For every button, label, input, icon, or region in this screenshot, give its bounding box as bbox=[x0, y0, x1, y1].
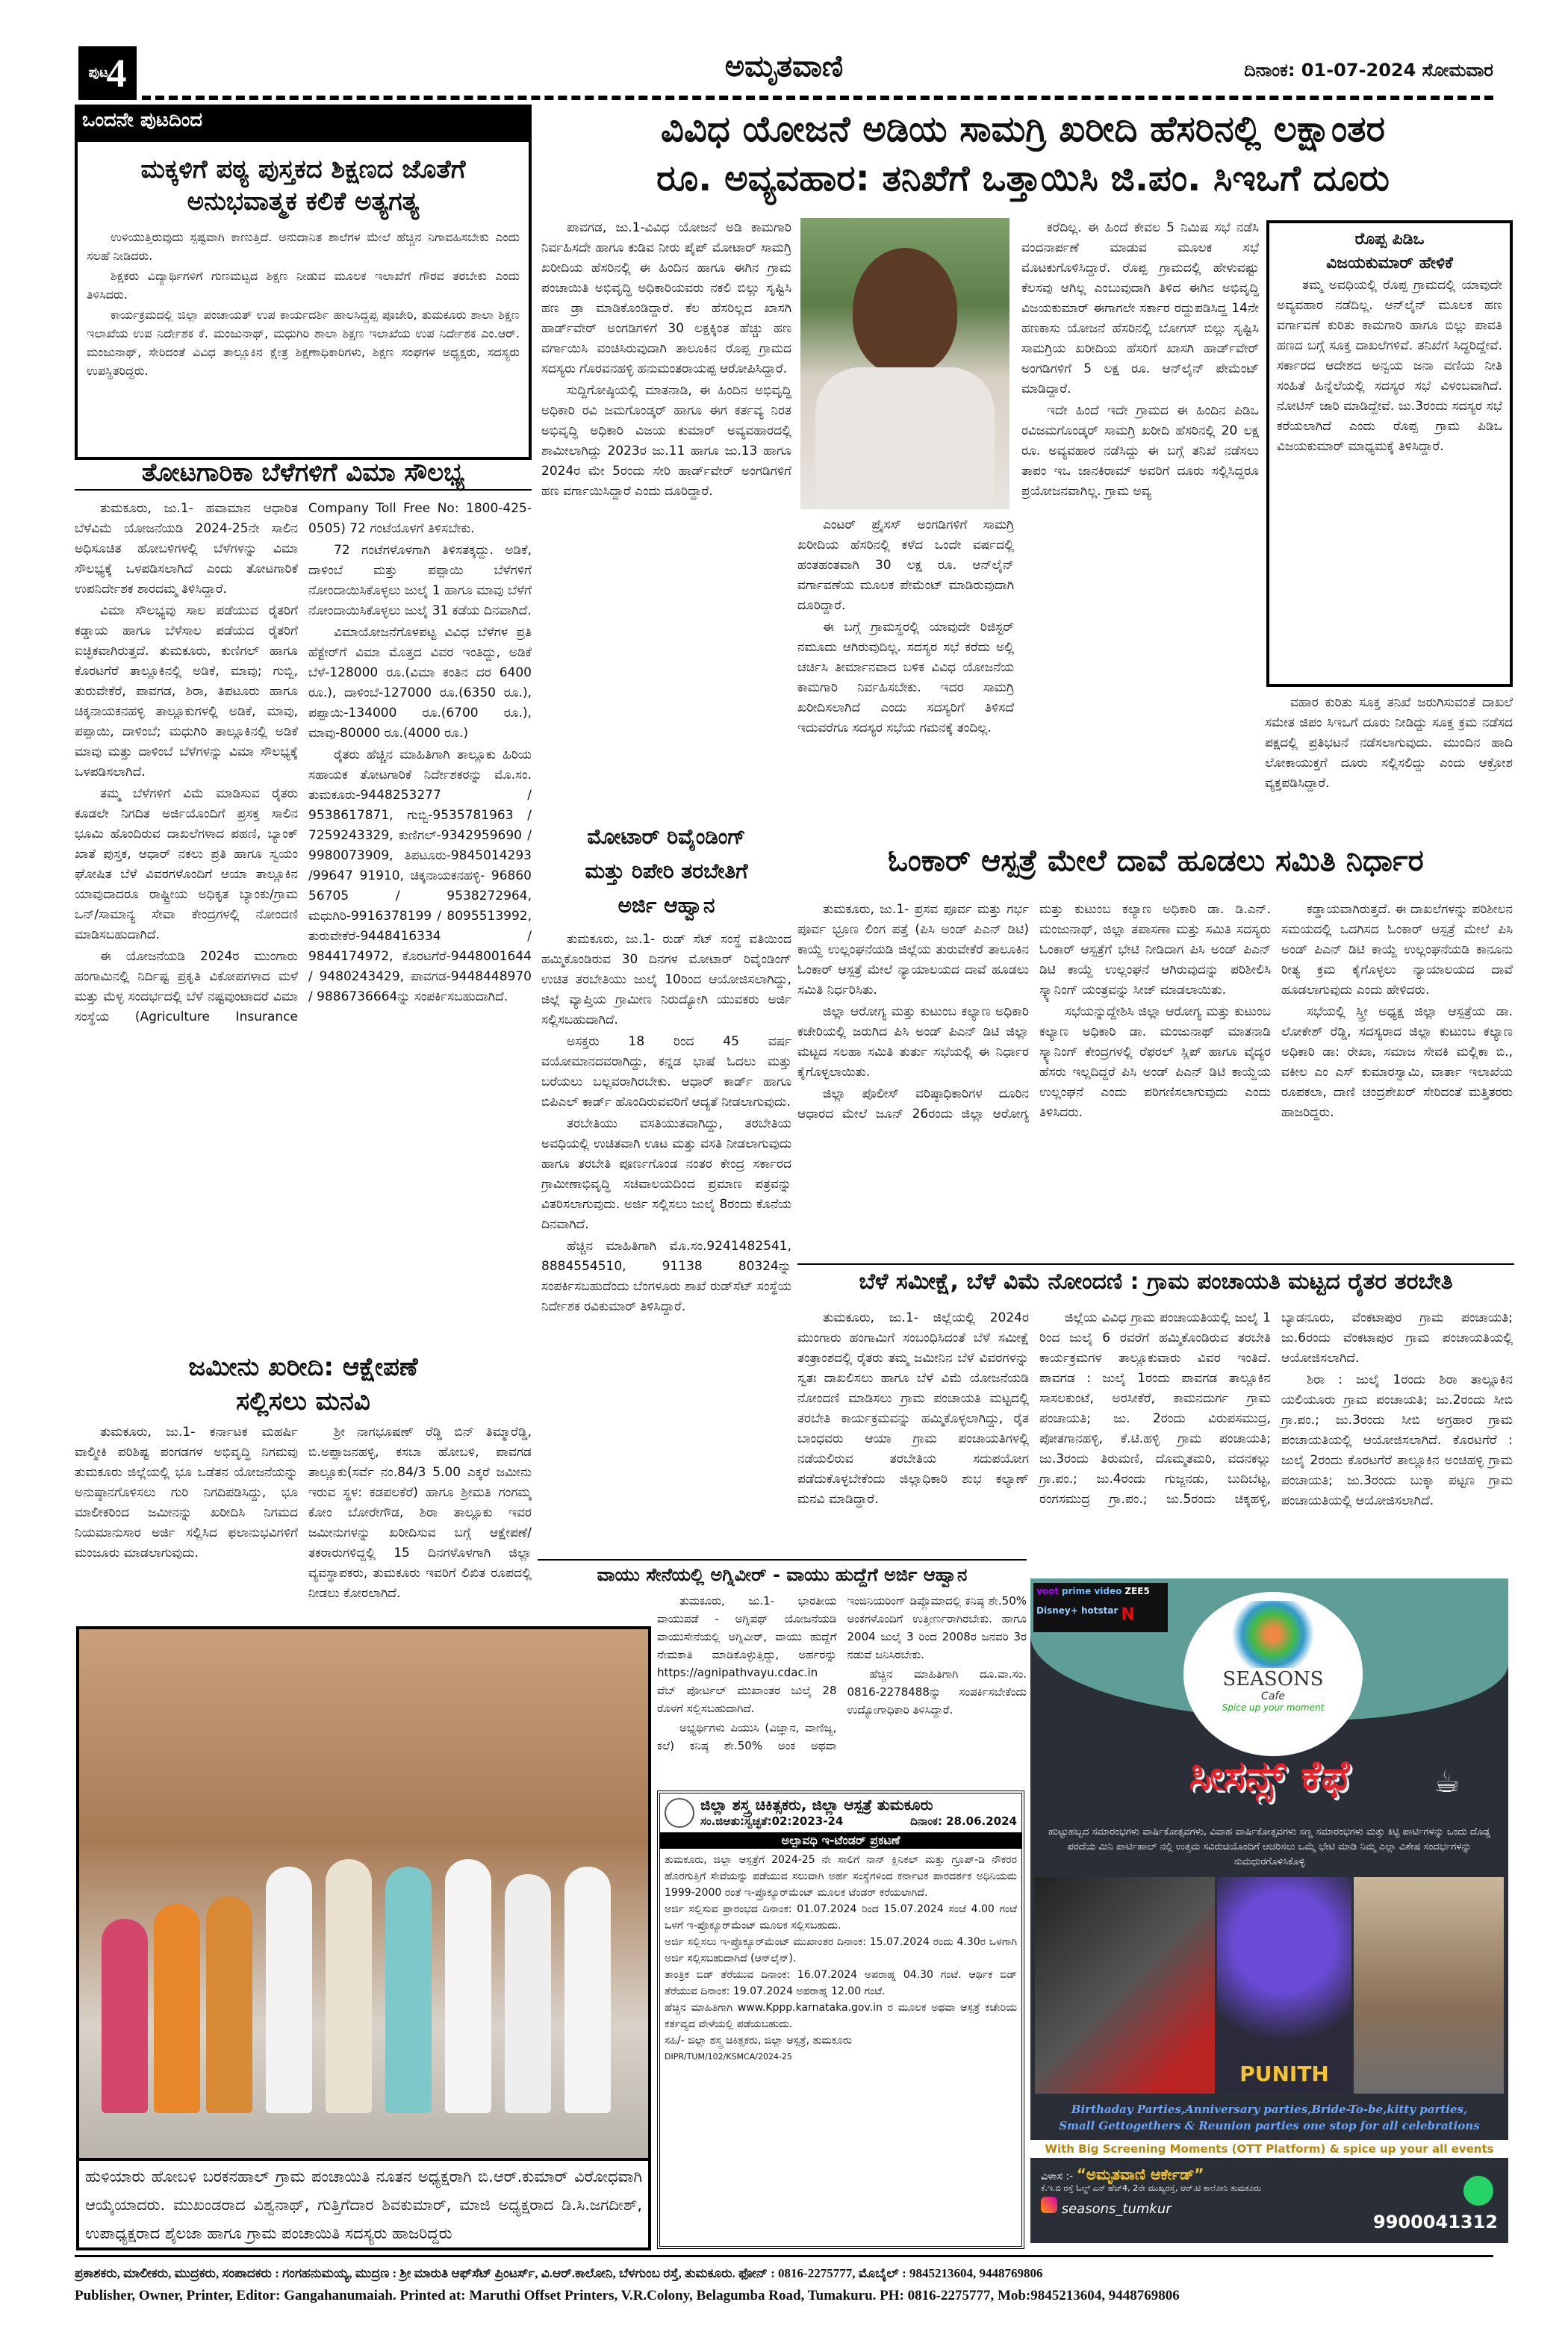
paragraph: ತಾಂತ್ರಿಕ ಬಿಡ್ ತೆರೆಯುವ ದಿನಾಂಕ: 16.07.2024 ಅಪರಾಹ್ನ 04.30 ಗಂಟೆ. ಆರ್ಥಿಕ ಬಿಡ್ ತೆರೆಯುವ ದಿನಾಂಕ: 19.07.2024 ಅಪರಾಹ್ನ 12.00 ಗಂಟೆ. bbox=[665, 1969, 1017, 1997]
person-figure bbox=[445, 1859, 491, 2113]
tender-ref: ಸಂ.ಜಿಆತು:ಸ್ವಚ್ಛತೆ:02:2023-24 bbox=[700, 1814, 844, 1828]
prime-video-logo: prime video bbox=[1062, 1586, 1122, 1596]
voot-logo: voot bbox=[1036, 1586, 1060, 1596]
paragraph: ಅಭ್ಯರ್ಥಿಗಳು ಪಿಯುಸಿ (ವಿಜ್ಞಾನ, ವಾಣಿಜ್ಯ, ಕಲೆ) ಕನಿಷ್ಠ ಶೇ.50% ಅಂಕ ಅಥವಾ ಇಂಜಿನಿಯರಿಂಗ್ ಡಿಪ್ಲೊಮಾದಲ್ಲಿ ಕನಿಷ್ಠ ಶೇ.50% ಅಂಕಗಳೊಂದಿಗೆ ಉತ್ತೀರ್ಣರಾಗಿರಬೇಕು. ಹಾಗೂ 2004 ಜುಲೈ 3 ರಿಂದ 2008ರ ಜನವರಿ 3ರ ನಡುವೆ ಜನಿಸಿರಬೇಕು. bbox=[657, 1594, 1027, 1752]
paragraph: ಅರ್ಜಿ ಸಲ್ಲಿಸುವ ಪ್ರಾರಂಭದ ದಿನಾಂಕ: 01.07.2024 ರಿಂದ 15.07.2024 ಸಂಜೆ 4.00 ಗಂಟೆ ಒಳಗೆ ಇ-ಪ್ರೊಕ್ಯೂರ್‌ಮೆಂಟ್ ಮೂಲಕ ಸಲ್ಲಿಸಬಹುದು. bbox=[665, 1903, 1017, 1932]
whatsapp-icon bbox=[1463, 2176, 1493, 2206]
paragraph: ಕಡ್ಡಾಯವಾಗಿರುತ್ತದೆ. ಈ ದಾಖಲೆಗಳನ್ನು ಪರಿಶೀಲನ ಸಮಯದಲ್ಲಿ ಒದಗಿಸದ ಓಂಕಾರ್ ಆಸ್ಪತ್ರೆ ಮೇಲೆ ಪಿಸಿ ಅಂಡ್ ಪಿಎನ್ ಡಿಟಿ ಕಾಯ್ದೆ ಉಲ್ಲಂಘನೆಯಡಿ ಕಾನೂನು ರೀತ್ಯ ಕ್ರಮ ಕೈಗೊಳ್ಳಲು ನ್ಯಾಯಾಲಯದ ದಾವೆ ಹೂಡಲಾಗುವುದು ಎಂದು ಹೇಳಿದರು. bbox=[1281, 902, 1513, 998]
paragraph: ಸುದ್ದಿಗೋಷ್ಠಿಯಲ್ಲಿ ಮಾತನಾಡಿ, ಈ ಹಿಂದಿನ ಅಭಿವೃದ್ಧಿ ಅಧಿಕಾರಿ ರವಿ ಜಮಗೊಂಡ್ಕರ್ ಹಾಗೂ ಈಗ ಕರ್ತವ್ಯ ನಿರತ ಅಭಿವೃದ್ಧಿ ಅಧಿಕಾರಿ ವಿಜಯ ಕುಮಾರ್ ಅವ್ಯವಹಾರದಲ್ಲಿ ಶಾಮೀಲಾಗಿದ್ದು 2023ರ ಜು.11 ಹಾಗೂ ಜು.13 ಹಾಗೂ 2024ರ ಮೇ 5ರಂದು ಸೇರಿ ಹಾರ್ಡ್‌ವೇರ್ ಅಂಗಡಿಗಳಿಗೆ ಹಣ ವರ್ಗಾಯಿಸಿದ್ದಾರೆ ಎಂದು ದೂರಿದ್ದಾರೆ. bbox=[541, 383, 791, 499]
footer-divider bbox=[75, 2255, 1493, 2257]
paragraph: ಹೆಚ್ಚಿನ ಮಾಹಿತಿಗಾಗಿ ದೂ.ವಾ.ಸಂ. 0816-2278488ನ್ನು ಸಂಪರ್ಕಿಸಬೇಕೆಂದು ಉದ್ಯೋಗಾಧಿಕಾರಿ ತಿಳಿಸಿದ್ದಾರೆ. bbox=[847, 1667, 1027, 1717]
coffee-cup-icon: ☕ bbox=[1434, 1765, 1460, 1799]
events-line2: Small Gettogethers & Reunion parties one stop for all celebrations bbox=[1059, 2119, 1480, 2132]
tender-notice bbox=[657, 1791, 1024, 2249]
seasons-cafe-ad bbox=[1030, 1578, 1508, 2243]
paragraph: ತಮ್ಮ ಬೆಳೆಗಳಿಗೆ ವಿಮೆ ಮಾಡಿಸುವ ರೈತರು ಕೂಡಲೇ ನಿಗದಿತ ಅರ್ಜಿಯೊಂದಿಗೆ ಪ್ರಸಕ್ತ ಸಾಲಿನ ಭೂಮಿ ಹೊಂದಿರುವ ದಾಖಲೆಗಳಾದ ಪಹಣಿ, ಬ್ಯಾಂಕ್ ಖಾತೆ ಪುಸ್ತಕ, ಆಧಾರ್ ನಕಲು ಪ್ರತಿ ಹಾಗೂ ಸ್ವಯಂ ಘೋಷಿತ ಬೆಳೆ ವಿವರಗಳೊಂದಿಗೆ ಆಯಾ ತಾಲ್ಲೂಕಿನ ಯಾವುದಾದರೂ ರಾಷ್ಟ್ರೀಯ ಅಧಿಕೃತ ಬ್ಯಾಂಕು/ಗ್ರಾಮ ಒನ್/ಸಾಮಾನ್ಯ ಸೇವಾ ಕೇಂದ್ರಗಳಲ್ಲಿ ನೋಂದಣಿ ಮಾಡಿಸಬಹುದಾಗಿದೆ. bbox=[75, 786, 298, 942]
land-headline-line1: ಜಮೀನು ಖರೀದಿ: ಆಕ್ಷೇಪಣೆ bbox=[188, 1352, 418, 1382]
continued-label: ಒಂದನೇ ಪುಟದಿಂದ bbox=[75, 105, 532, 140]
tender-date: ದಿನಾಂಕ: 28.06.2024 bbox=[910, 1814, 1017, 1828]
lead-body-col3 bbox=[1021, 218, 1259, 830]
tender-dipr: DIPR/TUM/102/KSMCA/2024-25 bbox=[665, 2052, 792, 2062]
logo-tagline: Spice up your moment bbox=[1222, 1702, 1325, 1713]
instagram-icon bbox=[1041, 2197, 1057, 2213]
continued-article bbox=[75, 139, 532, 460]
cafe-logo bbox=[1183, 1592, 1363, 1756]
lead-headline-line1: ವಿವಿಧ ಯೋಜನೆ ಅಡಿಯ ಸಾಮಗ್ರಿ ಖರೀದಿ ಹೆಸರಿನಲ್ಲಿ ಲಕ್ಷಾಂತರ bbox=[661, 108, 1385, 150]
header-divider bbox=[142, 96, 1493, 100]
paragraph: ಈ ಬಗ್ಗೆ ಗ್ರಾಮಸ್ಥರಲ್ಲಿ ಯಾವುದೇ ರಿಜಿಸ್ಟರ್ ನಮೂದು ಆಗಿರುವುದಿಲ್ಲ. ಸದಸ್ಯರ ಸಭೆ ಕರೆದು ಅಲ್ಲಿ ಚರ್ಚಿಸಿ ತೀರ್ಮಾನವಾದ ಬಳಿಕ ವಿವಿಧ ಯೋಜನೆಯ ಕಾಮಗಾರಿ ನಿರ್ವಹಿಸಬೇಕು. ಇದರ ಸಾಮಗ್ರಿ ಖರೀದಿಸಲಾಗಿದೆ ಎಂದು ಸದಸ್ಯರಿಗೆ ತಿಳಿಸದೆ ಇದುವರೆಗೂ ಸದಸ್ಯರ ಸಭೆಯ ಗಮನಕ್ಕೆ ತಂದಿಲ್ಲ. bbox=[797, 620, 1014, 735]
karnataka-seal-icon bbox=[665, 1798, 694, 1828]
motor-headline-line3: ಅರ್ಜಿ ಆಹ್ವಾನ bbox=[617, 893, 715, 918]
punith-sign: PUNITH bbox=[1239, 2062, 1329, 2086]
sidebar-headline-line2: ವಿಜಯಕುಮಾರ್ ಹೇಳಿಕೆ bbox=[1326, 254, 1453, 273]
sidebar-headline-line1: ರೊಪ್ಪ ಪಿಡಿಒ bbox=[1354, 230, 1425, 249]
paragraph: ವಿಮಾ ಸೌಲಭ್ಯವು ಸಾಲ ಪಡೆಯುವ ರೈತರಿಗೆ ಕಡ್ಡಾಯ ಹಾಗೂ ಬೆಳೆಸಾಲ ಪಡೆಯದ ರೈತರಿಗೆ ಐಚ್ಛಿಕವಾಗಿರುತ್ತದೆ. ತುಮಕೂರು, ಕುಣಿಗಲ್ ಹಾಗೂ ಕೊರಟಗೆರೆ ತಾಲ್ಲೂಕಿನಲ್ಲಿ ಅಡಿಕೆ, ಮಾವು; ಗುಬ್ಬಿ, ತುರುವೇಕೆರೆ, ಪಾವಗಡ, ಶಿರಾ, ತಿಪಟೂರು ಹಾಗೂ ಚಿಕ್ಕನಾಯಕನಹಳ್ಳಿ ತಾಲ್ಲೂಕುಗಳಲ್ಲಿ ಅಡಿಕೆ, ಮಾವು, ಪಪ್ಪಾಯಿ, ದಾಳಿಂಬೆ; ಮಧುಗಿರಿ ತಾಲ್ಲೂಕಿನಲ್ಲಿ ಅಡಿಕೆ ಮಾವು ಮತ್ತು ದಾಳಿಂಬೆ ಬೆಳೆಗಳನ್ನು ವಿಮಾ ಸೌಲಭ್ಯಕ್ಕೆ ಒಳಪಡಿಸಲಾಗಿದೆ. bbox=[75, 603, 298, 780]
lead-body-col2 bbox=[797, 515, 1014, 829]
paragraph: ಅರ್ಜಿ ಸಲ್ಲಿಸಲು ಇ-ಪ್ರೊಕ್ಯೂರ್‌ಮೆಂಟ್ ಮುಖಾಂತರ ದಿನಾಂಕ: 15.07.2024 ರಂದು 4.30ರ ಒಳಗಾಗಿ ಅರ್ಜಿ ಸಲ್ಲಿಸಬಹುದಾಗಿದೆ (ಆನ್‌ಲೈನ್). bbox=[665, 1936, 1017, 1964]
sidebar-body bbox=[1277, 276, 1502, 457]
paragraph: ಶ್ರೀ ನಾಗಭೂಷಣ್ ರೆಡ್ಡಿ ಬಿನ್ ತಿಮ್ಮಾರೆಡ್ಡಿ, ಬಿ.ಅಪ್ಪಾಜನಹಳ್ಳಿ, ಕಸಬಾ ಹೋಬಳಿ, ಪಾವಗಡ ತಾಲ್ಲೂಕು(ಸರ್ವೆ ನಂ.84/3 5.00 ಎಕ್ಕರೆ ಜಮೀನು ಇರುವ ಸ್ಥಳ: ಕಡಪಲಕೆರೆ) ಹಾಗೂ ಶ್ರೀಮತಿ ಗಂಗಮ್ಮ ಕೋಂ ಬೋರೇಗೌಡ, ಶಿರಾ ತಾಲ್ಲೂಕು ಇವರ ಜಮೀನುಗಳನ್ನು ಖರೀದಿಸುವ ಬಗ್ಗೆ ಆಕ್ಷೇಪಣೆ/ತಕರಾರುಗಳಿದ್ದಲ್ಲಿ 15 ದಿನಗಳೊಳಗಾಗಿ ಜಿಲ್ಲಾ ವ್ಯವಸ್ಥಾಪಕರು, ತುಮಕೂರು ಇವರಿಗೆ ಲಿಖಿತ ರೂಪದಲ್ಲಿ ನೀಡಲು ಕೋರಲಾಗಿದೆ. bbox=[308, 1425, 532, 1601]
paragraph: ಅಸಕ್ತರು 18 ರಿಂದ 45 ವರ್ಷ ವಯೋಮಾನದವರಾಗಿದ್ದು, ಕನ್ನಡ ಭಾಷೆ ಓದಲು ಮತ್ತು ಬರೆಯಲು ಬಲ್ಲವರಾಗಿರಬೇಕು. ಆಧಾರ್ ಕಾರ್ಡ್ ಹಾಗೂ ಬಿಪಿಎಲ್ ಕಾರ್ಡ್ ಹೊಂದಿರುವವರಿಗೆ ಆದ್ಯತೆ ನೀಡಲಾಗುವುದು. bbox=[541, 1034, 791, 1110]
person-figure bbox=[266, 1867, 312, 2113]
omkar-headline: ಓಂಕಾರ್ ಆಸ್ಪತ್ರೆ ಮೇಲೆ ದಾವೆ ಹೂಡಲು ಸಮಿತಿ ನಿರ್ಧಾರ bbox=[888, 844, 1424, 878]
ad-address-block bbox=[1041, 2165, 1261, 2217]
party-hall-photo bbox=[1035, 1877, 1215, 2094]
lead-headline bbox=[545, 105, 1501, 203]
paragraph: ತುಮಕೂರು, ಜು.1- ಹವಾಮಾನ ಆಧಾರಿತ ಬೆಳೆವಿಮೆ ಯೋಜನೆಯಡಿ 2024-25ನೇ ಸಾಲಿನ ಅಧಿಸೂಚಿತ ಹೋಬಳಿಗಳಲ್ಲಿ ಬೆಳೆಗಳನ್ನು ವಿಮಾ ಸೌಲಭ್ಯಕ್ಕೆ ಒಳಪಡಿಸಲಾಗಿದೆ ಎಂದು ತೋಟಗಾರಿಕೆ ಉಪನಿರ್ದೇಶಕ ಶಾರದಮ್ಮ ತಿಳಿಸಿದ್ದಾರೆ. bbox=[75, 501, 298, 597]
paragraph: ತುಮಕೂರು, ಜು.1- ಭಾರತೀಯ ವಾಯುಪಡೆ - ಅಗ್ನಿಪಥ್ ಯೋಜನೆಯಡಿ ವಾಯುಸೇನೆಯಲ್ಲಿ ಅಗ್ನಿವೀರ್, ವಾಯು ಹುದ್ದೆಗೆ ನೇಮಕಾತಿ ಮಾಡಿಕೊಳ್ಳುತ್ತಿದ್ದು, ಅರ್ಹರನ್ನು https://agnipathvayu.cdac.in ವೆಬ್ ಪೋರ್ಟಲ್ ಮುಖಾಂತರ ಜುಲೈ 28 ರೊಳಗೆ ಸಲ್ಲಿಸಬಹುದಾಗಿದೆ. bbox=[657, 1594, 837, 1715]
paragraph: ಎಂಟರ್ ಪ್ರೈಸಸ್ ಅಂಗಡಿಗಳಿಗೆ ಸಾಮಗ್ರಿ ಖರೀದಿಯ ಹೆಸರಿನಲ್ಲಿ ಕಳೆದ ಒಂದೇ ವರ್ಷದಲ್ಲಿ ಹಂತಹಂತವಾಗಿ 30 ಲಕ್ಷ ರೂ. ಆನ್‌ಲೈನ್ ವರ್ಗಾವಣೆಯ ಮೂಲಕ ಪೇಮೆಂಟ್ ಮಾಡಿರುವುದಾಗಿ ದೂರಿದ್ದಾರೆ. bbox=[797, 517, 1014, 613]
paragraph: ತುಮಕೂರು, ಜು.1- ಜಿಲ್ಲೆಯಲ್ಲಿ 2024ರ ಮುಂಗಾರು ಹಂಗಾಮಿಗೆ ಸಂಬಂಧಿಸಿದಂತೆ ಬೆಳೆ ಸಮೀಕ್ಷೆ ತಂತ್ರಾಂಶದಲ್ಲಿ ರೈತರು ತಮ್ಮ ಜಮೀನಿನ ಬೆಳೆ ವಿವರಗಳನ್ನು ಸ್ವತಃ ದಾಖಲಿಸಲು ಹಾಗೂ ಬೆಳೆ ವಿಮೆ ಯೋಜನೆಯಡಿ ನೋಂದಣಿ ಮಾಡಿಸಲು ಗ್ರಾಮ ಪಂಚಾಯತಿ ಮಟ್ಟದಲ್ಲಿ ತರಬೇತಿ ಕಾರ್ಯಕ್ರಮವನ್ನು ಹಮ್ಮಿಕೊಳ್ಳಲಾಗಿದ್ದು, ರೈತ ಬಾಂಧವರು ಆಯಾ ಗ್ರಾಮ ಪಂಚಾಯತಿಗಳಲ್ಲಿ ನಡೆಯಲಿರುವ ತರಬೇತಿಯ ಸದುಪಯೋಗ ಪಡೆದುಕೊಳ್ಳಬೇಕೆಂದು ಜಿಲ್ಲಾಧಿಕಾರಿ ಶುಭ ಕಲ್ಯಾಣ್ ಮನವಿ ಮಾಡಿದ್ದಾರೆ. bbox=[797, 1310, 1029, 1507]
complainant-photo bbox=[800, 218, 1009, 509]
paragraph: ಜಿಲ್ಲೆಯ ವಿವಿಧ ಗ್ರಾಮ ಪಂಚಾಯತಿಯಲ್ಲಿ ಜುಲೈ 1 ರಿಂದ ಜುಲೈ 6 ರವರೆಗೆ ಹಮ್ಮಿಕೊಂಡಿರುವ ತರಬೇತಿ ಕಾರ್ಯಕ್ರಮಗಳ ತಾಲ್ಲೂಕುವಾರು ವಿವರ ಇಂತಿದೆ. ಪಾವಗಡ : ಜುಲೈ 1ರಂದು ಪಾವಗಡ ತಾಲ್ಲೂಕಿನ ಸಾಸಲಕುಂಟೆ, ಅರಸೀಕೆರೆ, ಕಾಮನದುರ್ಗ ಗ್ರಾಮ ಪಂಚಾಯತಿ; ಜು. 2ರಂದು ವಿರುಪಸಮುದ್ರ, ಪೋತಗಾನಹಳ್ಳಿ, ಕೆ.ಟಿ.ಹಳ್ಳಿ ಗ್ರಾಮ ಪಂಚಾಯತಿ; ಜು.3ರಂದು ತಿರುಮಣಿ, ದೊಮ್ಮತಮರಿ, ವದನಕಲ್ಲು ಗ್ರಾ.ಪಂ.; ಜು.4ರಂದು ಗುಜ್ಜನಡು, ಬುದಿಬೆಟ್ಟ, ರಂಗಸಮುದ್ರ ಗ್ರಾ.ಪಂ.; ಜು.5ರಂದು ಚಿಕ್ಕಹಳ್ಳಿ, ಬ್ಯಾಡನೂರು, ವೆಂಕಟಾಪುರ ಗ್ರಾಮ ಪಂಚಾಯತಿ; ಜು.6ರಂದು ವೆಂಕಟಾಪುರ ಗ್ರಾಮ ಪಂಚಾಯತಿಯಲ್ಲಿ ಆಯೋಜಿಸಲಾಗಿದೆ. bbox=[1039, 1310, 1513, 1507]
netflix-logo: N bbox=[1121, 1605, 1135, 1624]
paragraph: ಹೆಚ್ಚಿನ ಮಾಹಿತಿಗಾಗಿ www.Kppp.karnataka.gov.in ರ ಮೂಲಕ ಅಥವಾ ಆಸ್ಪತ್ರೆ ಕಚೇರಿಯ ಕರ್ತವ್ಯದ ವೇಳೆಯಲ್ಲಿ ಪಡೆಯಬಹುದು. bbox=[665, 2002, 1017, 2030]
paragraph: ಕಾರ್ಯಕ್ರಮದಲ್ಲಿ ಜಿಲ್ಲಾ ಪಂಚಾಯತ್ ಉಪ ಕಾರ್ಯದರ್ಶಿ ಹಾಲಸಿದ್ದಪ್ಪ ಪೂಜೇರಿ, ತುಮಕೂರು ಶಾಲಾ ಶಿಕ್ಷಣ ಇಲಾಖೆಯ ಉಪ ನಿರ್ದೇಶಕ ಕೆ. ಮಂಜುನಾಥ್, ಮಧುಗಿರಿ ಶಾಲಾ ಶಿಕ್ಷಣ ಇಲಾಖೆಯ ಉಪ ನಿರ್ದೇಶಕ ಎಂ.ಆರ್. ಮಂಜುನಾಥ್, ಸೇರಿದಂತೆ ವಿವಿಧ ತಾಲ್ಲೂಕಿನ ಕ್ಷೇತ್ರ ಶಿಕ್ಷಣಾಧಿಕಾರಿಗಳು, ಶಿಕ್ಷಣ ಸಂಘಗಳ ಅಧ್ಯಕ್ಷರು, ಸದಸ್ಯರು ಉಪಸ್ಥಿತರಿದ್ದರು. bbox=[87, 308, 520, 378]
person-figure bbox=[505, 1874, 551, 2113]
land-headline-line2: ಸಲ್ಲಿಸಲು ಮನವಿ bbox=[236, 1387, 370, 1416]
shirt-shape bbox=[815, 367, 995, 509]
person-figure bbox=[385, 1867, 432, 2113]
ad-description: ಹುಟ್ಟುಹಬ್ಬದ ಸಮಾರಂಭಗಳು ವಾರ್ಷಿಕೋತ್ಸವಗಳು, ವಿವಾಹ ವಾರ್ಷಿಕೋತ್ಸವಗಳು ಸಣ್ಣ ಸಮಾರಂಭಗಳು ಮತ್ತು ಕಿಟ್ಟಿ ಪಾರ್ಟಿಗಳನ್ನು ಒಂದು ದೊಡ್ಡ ಪರದೆಯ ಮಿನಿ ಪಾರ್ಟಿಹಾಲ್ ನಲ್ಲಿ ಉತ್ತಮ ಸವಿರುಚಿಯೊಂದಿಗೆ ಆಚರಿಸಲು ಒಮ್ಮೆ ಭೇಟಿ ಮಾಡಿ ನಿಮ್ಮ ಎಲ್ಲಾ ವಿಶೇಷ ಸಂದರ್ಭಗಳನ್ನು ಸುಮಧುರಗೊಳಿಸಿಕೊಳ್ಳಿ bbox=[1048, 1826, 1491, 1867]
masthead: ಅಮೃತವಾಣಿ bbox=[724, 49, 844, 84]
imprint bbox=[75, 2262, 1493, 2307]
person-figure bbox=[154, 1904, 200, 2113]
logo-sub: Cafe bbox=[1261, 1690, 1285, 1702]
horti-body bbox=[75, 499, 532, 1343]
imprint-english: Publisher, Owner, Printer, Editor: Gangahanumaiah. Printed at: Maruthi Offset Printers, V.R.Colony, Belagumba Road, Tumakuru. PH: 0816-2275777, Mob:9845213604, 9448769806 bbox=[75, 2288, 1180, 2303]
sidebar-headline bbox=[1277, 228, 1502, 276]
agniveer-body bbox=[657, 1592, 1027, 1786]
motor-body bbox=[541, 930, 791, 1553]
paragraph: ಸಭೆಯಲ್ಲಿ ಸ್ತ್ರೀ ಅಧ್ಯಕ್ಷ ಜಿಲ್ಲಾ ಆಸ್ಪತ್ರೆಯ ಡಾ. ಲೋಕೇಶ್ ರೆಡ್ಡಿ, ಸದಸ್ಯರಾದ ಜಿಲ್ಲಾ ಕುಟುಂಬ ಕಲ್ಯಾಣ ಅಧಿಕಾರಿ ಡಾ: ರೇಖಾ, ಸಮಾಜ ಸೇವಕಿ ಮಲ್ಲಿಕಾ ಬಿ., ವಕೀಲ ಎಂ ಎಸ್ ಕುಮಾರಸ್ವಾಮಿ, ವಾರ್ತಾ ಇಲಾಖೆಯ ರೂಪಕಲಾ, ದಾಣಿ ಚಂದ್ರಶೇಖರ್ ಸೇರಿದಂತೆ ಮತ್ತಿತರರು ಹಾಜರಿದ್ದರು. bbox=[1281, 1004, 1513, 1120]
sidebar-statement bbox=[1266, 220, 1513, 687]
land-headline bbox=[75, 1350, 532, 1419]
paragraph: ಸಭೆಯನ್ನುದ್ದೇಶಿಸಿ ಜಿಲ್ಲಾ ಆರೋಗ್ಯ ಮತ್ತು ಕುಟುಂಬ ಕಲ್ಯಾಣ ಅಧಿಕಾರಿ ಡಾ. ಮಂಜುನಾಥ್ ಮಾತನಾಡಿ ಸ್ಕ್ಯಾನಿಂಗ್ ಕೇಂದ್ರಗಳಲ್ಲಿ ರೆಫರಲ್ ಸ್ಲಿಪ್ ಹಾಗೂ ವೈದ್ಯರ ಹೆಸರು ಇಲ್ಲದಿದ್ದರೆ ಪಿಸಿ ಅಂಡ್ ಪಿಎನ್ ಡಿಟಿ ಕಾಯ್ದೆಯ ಉಲ್ಲಂಘನೆ ಎಂದು ಪರಿಗಣಿಸಲಾಗುವುದು ಎಂದು ತಿಳಿಸಿದರು. bbox=[1039, 1004, 1271, 1120]
paragraph: ಜಿಲ್ಲಾ ಆರೋಗ್ಯ ಮತ್ತು ಕುಟುಂಬ ಕಲ್ಯಾಣ ಅಧಿಕಾರಿ ಕಚೇರಿಯಲ್ಲಿ ಜರುಗಿದ ಪಿಸಿ ಅಂಡ್ ಪಿಎನ್ ಡಿಟಿ ಜಿಲ್ಲಾ ಮಟ್ಟದ ಸಲಹಾ ಸಮಿತಿ ತುರ್ತು ಸಭೆಯಲ್ಲಿ ಈ ನಿರ್ಧಾರ ಕೈಗೊಳ್ಳಲಾಯಿತು. bbox=[797, 1004, 1029, 1080]
events-line1: Birthaday Parties,Anniversary parties,Bride-To-be,kitty parties, bbox=[1071, 2103, 1468, 2116]
tender-title: ಅಲ್ಪಾವಧಿ ಇ-ಟೆಂಡರ್ ಪ್ರಕಟಣೆ bbox=[660, 1832, 1021, 1849]
address-label: ವಿಳಾಸ :- bbox=[1041, 2171, 1074, 2183]
hotstar-logo: Disney+ hotstar bbox=[1036, 1605, 1119, 1616]
lead-headline-line2: ರೂ. ಅವ್ಯವಹಾರ: ತನಿಖೆಗೆ ಒತ್ತಾಯಿಸಿ ಜಿ.ಪಂ. ಸಿಇಒಗೆ ದೂರು bbox=[656, 158, 1390, 199]
person-figure bbox=[102, 1919, 148, 2113]
ott-logos bbox=[1033, 1583, 1168, 1632]
paragraph: ತಮ್ಮ ಅವಧಿಯಲ್ಲಿ ರೊಪ್ಪ ಗ್ರಾಮದಲ್ಲಿ ಯಾವುದೇ ಅವ್ಯವಹಾರ ನಡೆದಿಲ್ಲ. ಆನ್‌ಲೈನ್ ಮೂಲಕ ಹಣ ವರ್ಗಾವಣೆ ಕುರಿತು ಕಾಮಗಾರಿ ಹಾಗೂ ಬಿಲ್ಲು ಪಾವತಿ ಹಣದ ಬಗ್ಗೆ ಸೂಕ್ತ ದಾಖಲೆಗಳಿವೆ. ತನಿಖೆಗೆ ಸಿದ್ಧರಿದ್ದೇವೆ. ಸರ್ಕಾರದ ಆದೇಶದ ಅನ್ವಯ ಜನಾ ವಣಿಯ ನೀತಿ ಸಂಹಿತೆ ಹಿನ್ನೆಲೆಯಲ್ಲಿ ಸದಸ್ಯರ ಸಭೆ ವಿಳಂಬವಾಗಿದೆ. ನೋಟಿಸ್ ಜಾರಿ ಮಾಡಿದ್ದೇವೆ. ಜು.3ರಂದು ಸದಸ್ಯರ ಸಭೆ ಕರೆಯಲಾಗಿದೆ ಎಂದು ರೊಪ್ಪ ಗ್ರಾಮ ಪಿಡಿಒ ವಿಜಯಕುಮಾರ್ ಮಾಧ್ಯಮಕ್ಕೆ ತಿಳಿಸಿದ್ದಾರೆ. bbox=[1277, 278, 1502, 454]
zee5-logo: ZEE5 bbox=[1124, 1586, 1150, 1596]
paragraph: ಶಿರಾ : ಜುಲೈ 1ರಂದು ಶಿರಾ ತಾಲ್ಲೂಕಿನ ಯಲಿಯೂರು ಗ್ರಾಮ ಪಂಚಾಯತಿ; ಜು.2ರಂದು ಸೀಬಿ ಗ್ರಾ.ಪಂ.; ಜು.3ರಂದು ಸೀಬಿ ಅಗ್ರಹಾರ ಗ್ರಾಮ ಪಂಚಾಯತಿಯಲ್ಲಿ ಆಯೋಜಿಸಲಾಗಿದೆ. ಕೊರಟಗೆರೆ : ಜುಲೈ 2ರಂದು ಕೊರಟಗೆರೆ ತಾಲ್ಲೂಕಿನ ಅಂಚಿಹಳ್ಳಿ ಗ್ರಾಮ ಪಂಚಾಯತಿ; ಜು.3ರಂದು ಬುಕ್ಕಾ ಪಟ್ಟಣ ಗ್ರಾಮ ಪಂಚಾಯತಿಯಲ್ಲಿ ಆಯೋಜಿಸಲಾಗಿದೆ. bbox=[1281, 1372, 1513, 1508]
land-body bbox=[75, 1422, 532, 1624]
motor-headline-line1: ಮೋಟಾರ್ ರಿವೈಂಡಿಂಗ್ bbox=[587, 824, 746, 849]
paragraph: ತುಮಕೂರು, ಜು.1- ರುಡ್ ಸೆಟ್ ಸಂಸ್ಥೆ ವತಿಯಿಂದ ಹಮ್ಮಿಕೊಂಡಿರುವ 30 ದಿನಗಳ ಮೋಟಾರ್ ರಿವೈಂಡಿಂಗ್ ಉಚಿತ ತರಬೇತಿಯು ಜುಲೈ 10ರಿಂದ ಆಯೋಜಿಸಲಾಗಿದ್ದು, ಜಿಲ್ಲೆ ವ್ಯಾಪ್ತಿಯ ಗ್ರಾಮೀಣ ನಿರುದ್ಯೋಗಿ ಯುವಕರು ಅರ್ಜಿ ಸಲ್ಲಿಸಬಹುದಾಗಿದೆ. bbox=[541, 932, 791, 1027]
page-number: 4 bbox=[106, 51, 127, 96]
instagram-handle: seasons_tumkur bbox=[1061, 2201, 1172, 2217]
paragraph: ಪಾವಗಡ, ಜು.1-ವಿವಿಧ ಯೋಜನೆ ಅಡಿ ಕಾಮಗಾರಿ ನಿರ್ವಹಿಸದೇ ಹಾಗೂ ಕುಡಿವ ನೀರು ಪೈಪ್ ಮೋಟಾರ್ ಸಾಮಗ್ರಿ ಖರೀದಿಯ ಹೆಸರಿನಲ್ಲಿ ಈ ಹಿಂದಿನ ಹಾಗೂ ಈಗಿನ ಗ್ರಾಮ ಪಂಚಾಯಿತಿ ಅಭಿವೃದ್ಧಿ ಅಧಿಕಾರಿಯವರು ನಕಲಿ ಬಿಲ್ಲು ಸೃಷ್ಟಿಸಿ ಹಣ ಡ್ರಾ ಮಾಡಿಕೊಂಡಿದ್ದಾರೆ. ಕೆಲ ಹೆಸರಿಲ್ಲದ ಖಾಸಗಿ ಹಾರ್ಡ್‌ವೇರ್ ಅಂಗಡಿಗಳಿಗೆ 30 ಲಕ್ಷಕ್ಕಿಂತ ಹೆಚ್ಚು ಹಣ ವರ್ಗಾಯಿಸಿ ವಂಚಿಸಿರುವುದಾಗಿ ತಾಲೂಕಿನ ರೊಪ್ಪ ಗ್ರಾಮದ ಸದಸ್ಯರು ಗೊರವನಹಳ್ಳಿ ಹನುಮಂತರಾಯಪ್ಪ ಆರೋಪಿಸಿದ್ದಾರೆ. bbox=[541, 220, 791, 376]
tender-office: ಜಿಲ್ಲಾ ಶಸ್ತ್ರ ಚಿಕಿತ್ಸಕರು, ಜಿಲ್ಲಾ ಆಸ್ಪತ್ರೆ ತುಮಕೂರು bbox=[700, 1796, 933, 1814]
crop-headline: ಬೆಳೆ ಸಮೀಕ್ಷೆ, ಬೆಳೆ ವಿಮೆ ನೋಂದಣಿ : ಗ್ರಾಮ ಪಂಚಾಯತಿ ಮಟ್ಟದ ರೈತರ ತರಬೇತಿ bbox=[797, 1263, 1514, 1296]
paragraph: ಸಹಿ/- ಜಿಲ್ಲಾ ಶಸ್ತ್ರ ಚಿಕಿತ್ಸಕರು, ಜಿಲ್ಲಾ ಆಸ್ಪತ್ರೆ, ತುಮಕೂರು bbox=[665, 2035, 852, 2047]
horti-headline: ತೋಟಗಾರಿಕಾ ಬೆಳೆಗಳಿಗೆ ವಿಮಾ ಸೌಲಭ್ಯ bbox=[75, 457, 532, 491]
lead-body-col4 bbox=[1265, 693, 1513, 831]
group-photo bbox=[76, 1626, 651, 2158]
ad-phone: 9900041312 bbox=[1373, 2212, 1498, 2233]
face-shape bbox=[853, 248, 957, 375]
address-text: ಕೆ.ಇ.ಬಿ ರಸ್ತೆ ಓಲ್ಡ್ ಎನ್ ಹೆಚ್4, 2ನೇ ಮುಖ್ಯರಸ್ತೆ, ಆರ್.ಟಿ ಕಾಲೋನಿ ತುಮಕೂರು bbox=[1041, 2183, 1261, 2193]
page-number-badge bbox=[78, 46, 137, 100]
logo-text: SEASONS bbox=[1222, 1668, 1324, 1690]
paragraph: ತರಬೇತಿಯು ವಸತಿಯುತವಾಗಿದ್ದು, ತರಬೇತಿಯ ಅವಧಿಯಲ್ಲಿ ಉಚಿತವಾಗಿ ಊಟ ಮತ್ತು ವಸತಿ ನೀಡಲಾಗುವುದು ಹಾಗೂ ತರಬೇತಿ ಪೂರ್ಣಗೊಂಡ ನಂತರ ಕೇಂದ್ರ ಸರ್ಕಾರದ ಗ್ರಾಮೀಣಾಭಿವೃದ್ಧಿ ಸಚಿವಾಲಯದಿಂದ ಪ್ರಮಾಣ ಪತ್ರವನ್ನು ವಿತರಿಸಲಾಗುವುದು. ಅರ್ಜಿ ಸಲ್ಲಿಸಲು ಜುಲೈ 8ರಂದು ಕೊನೆಯ ದಿನವಾಗಿದೆ. bbox=[541, 1116, 791, 1232]
paragraph: ವಹಾರ ಕುರಿತು ಸೂಕ್ತ ತನಿಖೆ ಜರುಗಿಸುವಂತೆ ದಾಖಲೆ ಸಮೇತ ಜಿಪಂ ಸಿಇಒಗೆ ದೂರು ನೀಡಿದ್ದು ಸೂಕ್ತ ಕ್ರಮ ನಡೆಸದ ಪಕ್ಷದಲ್ಲಿ ಪ್ರತಿಭಟನೆ ನಡೆಸಲಾಗುವುದು. ಮುಂದಿನ ಹಾದಿ ಲೋಕಾಯುಕ್ತಗೆ ದೂರು ಸಲ್ಲಿಸಲಿದ್ದು ಎಂದು ಆಕ್ರೋಶ ವ್ಯಕ್ತಪಡಿಸಿದ್ದಾರೆ. bbox=[1265, 695, 1513, 791]
paragraph: ವಿಮಾಯೋಜನೆಗೊಳಪಟ್ಟ ವಿವಿಧ ಬೆಳೆಗಳ ಪ್ರತಿ ಹೆಕ್ಟೇರ್‌ಗೆ ವಿಮಾ ಮೊತ್ತದ ವಿವರ ಇಂತಿದ್ದು, ಅಡಿಕೆ ಬೆಳೆ-128000 ರೂ.(ವಿಮಾ ಕಂತಿನ ದರ 6400 ರೂ.), ದಾಳಿಂಬೆ-127000 ರೂ.(6350 ರೂ.), ಪಪ್ಪಾಯಿ-134000 ರೂ.(6700 ರೂ.), ಮಾವು-80000 ರೂ.(4000 ರೂ.) bbox=[308, 625, 532, 741]
continued-headline: ಮಕ್ಕಳಿಗೆ ಪಠ್ಯ ಪುಸ್ತಕದ ಶಿಕ್ಷಣದ ಜೊತೆಗೆ ಅನುಭವಾತ್ಮಕ ಕಲಿಕೆ ಅತ್ಯಗತ್ಯ bbox=[140, 155, 466, 217]
balloon-arch-photo bbox=[1217, 1877, 1352, 2094]
continued-body bbox=[87, 228, 520, 380]
motor-headline-line2: ಮತ್ತು ರಿಪೇರಿ ತರಬೇತಿಗೆ bbox=[585, 859, 748, 883]
agniveer-headline: ವಾಯು ಸೇನೆಯಲ್ಲಿ ಅಗ್ನಿವೀರ್ - ವಾಯು ಹುದ್ದೆಗೆ ಅರ್ಜಿ ಆಹ್ವಾನ bbox=[538, 1559, 1027, 1586]
photo-caption: ಹುಳಿಯಾರು ಹೋಬಳಿ ಬರಕನಹಾಲ್ ಗ್ರಾಮ ಪಂಚಾಯಿತಿ ನೂತನ ಅಧ್ಯಕ್ಷರಾಗಿ ಬಿ.ಆರ್.ಕುಮಾರ್ ವಿರೋಧವಾಗಿ ಆಯ್ಕೆಯಾದರು. ಮುಖಂಡರಾದ ವಿಶ್ವನಾಥ್, ಗುತ್ತಿಗೆದಾರ ಶಿವಕುಮಾರ್, ಮಾಜಿ ಅಧ್ಯಕ್ಷರಾದ ಡಿ.ಸಿ.ಜಗದೀಶ್, ಉಪಾಧ್ಯಕ್ಷರಾದ ಶೈಲಜಾ ಹಾಗೂ ಗ್ರಾಮ ಪಂಚಾಯಿತಿ ಸದಸ್ಯರು ಹಾಜರಿದ್ದರು bbox=[76, 2158, 651, 2250]
cafe-name-kannada: ಸೀಸನ್ಸ್ ಕೆಫೆ bbox=[1189, 1752, 1350, 1800]
paragraph: ಇದೇ ಹಿಂದೆ ಇದೇ ಗ್ರಾಮದ ಈ ಹಿಂದಿನ ಪಿಡಿಒ ರವಿಜಮಗೊಂಡ್ಕರ್ ಸಾಮಗ್ರಿ ಖರೀದಿ ಹೆಸರಿನಲ್ಲಿ 20 ಲಕ್ಷ ರೂ. ಅವ್ಯವಹಾರ ನಡೆಸಿದ್ದು ಈ ಬಗ್ಗೆ ತನಿಖೆ ನಡೆಸಲು ತಾಪಂ ಇಒ ಜಾನಕಿರಾಮ್ ಅವರಿಗೆ ದೂರು ಸಲ್ಲಿಸಿದ್ದರೂ ಪ್ರಯೋಜನವಾಗಿಲ್ಲ. ಗ್ರಾಮ ಅವ್ಯ bbox=[1021, 403, 1259, 499]
paragraph: 72 ಗಂಟೆಗಳೊಳಗಾಗಿ ತಿಳಿಸತಕ್ಕದ್ದು. ಅಡಿಕೆ, ದಾಳಿಂಬೆ ಮತ್ತು ಪಪ್ಪಾಯಿ ಬೆಳೆಗಳಿಗೆ ನೋಂದಾಯಿಸಿಕೊಳ್ಳಲು ಜುಲೈ 1 ಹಾಗೂ ಮಾವು ಬೆಳೆಗೆ ನೋಂದಾಯಿಸಿಕೊಳ್ಳಲು ಜುಲೈ 31 ಕಡೆಯ ದಿನವಾಗಿದೆ. bbox=[308, 543, 532, 618]
motor-headline bbox=[541, 820, 791, 923]
tender-body: ತುಮಕೂರು, ಜಿಲ್ಲಾ ಆಸ್ಪತ್ರೆಗೆ 2024-25 ನೇ ಸಾಲಿಗೆ ನಾನ್ ಕ್ಲಿನಿಕಲ್ ಮತ್ತು ಗ್ರೂಪ್-ಡಿ ನೌಕರರ ಹೊರಗುತ್ತಿಗೆ ಸೇವೆಯನ್ನು ಪಡೆಯುವ ಸಲುವಾಗಿ ಅರ್ಹ ಸಂಸ್ಥೆಗಳಿಂದ ಕರ್ನಾಟಕ ಪಾರದರ್ಶಕ ಅಧಿನಿಯಮ 1999-2000 ರಂತೆ ಇ-ಪ್ರೊಕ್ಯೂರ್‌ಮೆಂಟ್ ಮೂಲಕ ಟೆಂಡರ್ ಕರೆಯಲಾಗಿದೆ. bbox=[665, 1854, 1017, 1899]
page-label: ಪುಟ bbox=[88, 65, 108, 81]
ad-photos bbox=[1035, 1877, 1504, 2094]
issue-date: ದಿನಾಂಕ: 01-07-2024 ಸೋಮವಾರ bbox=[1244, 60, 1493, 81]
ad-banner: With Big Screening Moments (OTT Platform) & spice up your all events bbox=[1030, 2140, 1508, 2158]
paragraph: ಕರೆದಿಲ್ಲ. ಈ ಹಿಂದೆ ಕೇವಲ 5 ನಿಮಿಷ ಸಭೆ ನಡೆಸಿ ವಂದನಾರ್ಪಣೆ ಮಾಡುವ ಮೂಲಕ ಸಭೆ ಮೊಟಕುಗೊಳಿಸಿದ್ದಾರೆ. ರೊಪ್ಪ ಗ್ರಾಮದಲ್ಲಿ ಹೇಳುವಷ್ಟು ಕೆಲಸವು ಆಗಿಲ್ಲ ಎಂಬುವುದಾಗಿ ತಿಳಿದ ಈಗಿನ ಅಭಿವೃದ್ಧಿ ವಿಜಯಕುಮಾರ್ ಈಗಾಗಲೇ ಸರ್ಕಾರ ರದ್ದುಪಡಿಸಿದ್ದ 14ನೇ ಹಣಕಾಸು ಯೋಜನೆ ಹೆಸರಿನಲ್ಲಿ ಬೋಗಸ್ ಬಿಲ್ಲು ಸೃಷ್ಟಿಸಿ ಸಾಮಗ್ರಿಯ ಖರೀದಿಯ ಹೆಸರಿಗೆ ಖಾಸಗಿ ಹಾರ್ಡ್‌ವೇರ್ ಅಂಗಡಿಗಳಿಗೆ 5 ಲಕ್ಷ ರೂ. ಆನ್‌ಲೈನ್ ಪೇಮೆಂಟ್ ಮಾಡಿದ್ದಾರೆ. bbox=[1021, 220, 1259, 396]
tree-logo-icon bbox=[1213, 1601, 1333, 1668]
person-figure bbox=[326, 1859, 372, 2113]
imprint-kannada: ಪ್ರಕಾಶಕರು, ಮಾಲೀಕರು, ಮುದ್ರಕರು, ಸಂಪಾದಕರು : ಗಂಗಹನುಮಯ್ಯ, ಮುದ್ರಣ : ಶ್ರೀ ಮಾರುತಿ ಆಫ್‌ಸೆಟ್ ಪ್ರಿಂಟರ್ಸ್, ವಿ.ಆರ್.ಕಾಲೋನಿ, ಬೆಳಗುಂಬ ರಸ್ತೆ, ತುಮಕೂರು. ಫೋನ್ : 0816-2275777, ಮೊಬೈಲ್ : 9845213604, 9448769806 bbox=[75, 2266, 1043, 2280]
lead-body-col1 bbox=[541, 218, 791, 815]
address-name: “ಅಮೃತವಾಣಿ ಆರ್ಕೇಡ್” bbox=[1076, 2165, 1204, 2183]
omkar-body bbox=[797, 900, 1513, 1262]
paragraph: ಈ ಯೋಜನೆಯಡಿ 2024ರ ಮುಂಗಾರು ಹಂಗಾಮಿನಲ್ಲಿ ನಿರ್ದಿಷ್ಟ ಪ್ರಕೃತಿ ವಿಕೋಪಗಳಾದ ಮಳೆ ಮತ್ತು ಮೆಳ್ಳ ಸಂದರ್ಭದಲ್ಲಿ ಬೆಳೆ ನಷ್ಟವುಂಟಾದರೆ ವಿಮಾ ಸಂಸ್ಥೆಯ (Agriculture Insurance Company Toll Free No: 1800-425-0505) 72 ಗಂಟೆಯೊಳಗೆ ತಿಳಿಸಬೇಕು. bbox=[75, 501, 532, 1024]
cafe-interior-photo bbox=[1354, 1877, 1504, 2094]
tender-lines bbox=[665, 1901, 1017, 2049]
paragraph: ತುಮಕೂರು, ಜು.1- ಪ್ರಸವ ಪೂರ್ವ ಮತ್ತು ಗರ್ಭ ಪೂರ್ವ ಭ್ರೂಣ ಲಿಂಗ ಪತ್ತೆ (ಪಿಸಿ ಅಂಡ್ ಪಿಎನ್ ಡಿಟಿ) ಕಾಯ್ದೆ ಉಲ್ಲಂಘನೆಯಡಿ ಜಿಲ್ಲೆಯ ತುರುವೇಕೆರೆ ತಾಲೂಕಿನ ಓಂಕಾರ್ ಆಸ್ಪತ್ರೆ ಮೇಲೆ ನ್ಯಾಯಾಲಯದ ದಾವೆ ಹೂಡಲು ಸಮಿತಿ ನಿರ್ಧರಿಸಿತು. bbox=[797, 902, 1029, 998]
ad-events bbox=[1030, 2101, 1508, 2134]
paragraph: ಉಳಿಯುತ್ತಿರುವುದು ಸ್ಪಷ್ಟವಾಗಿ ಕಾಣುತ್ತಿದೆ. ಅನುದಾನಿತ ಶಾಲೆಗಳ ಮೇಲೆ ಹೆಚ್ಚಿನ ನಿಗಾವಹಿಸಬೇಕು ಎಂದು ಸಲಹೆ ನೀಡಿದರು. bbox=[87, 230, 520, 263]
paragraph: ಶಿಕ್ಷಕರು ವಿದ್ಯಾರ್ಥಿಗಳಿಗೆ ಗುಣಮಟ್ಟದ ಶಿಕ್ಷಣ ನೀಡುವ ಮೂಲಕ ಇಲಾಖೆಗೆ ಗೌರವ ತರಬೇಕು ಎಂದು ತಿಳಿಸಿದರು. bbox=[87, 269, 520, 302]
crop-body bbox=[797, 1308, 1513, 1558]
paragraph: ತುಮಕೂರು, ಜು.1- ಕರ್ನಾಟಕ ಮಹರ್ಷಿ ವಾಲ್ಮೀಕಿ ಪರಿಶಿಷ್ಟ ಪಂಗಡಗಳ ಅಭಿವೃದ್ಧಿ ನಿಗಮವು ತುಮಕೂರು ಜಿಲ್ಲೆಯಲ್ಲಿ ಭೂ ಒಡೆತನ ಯೋಜನೆಯನ್ನು ಅನುಷ್ಠಾನಗೊಳಿಸಲು ಗುರಿ ನಿಗದಿಪಡಿಸಿದ್ದು, ಭೂ ಮಾಲೀಕರಿಂದ ಜಮೀನನ್ನು ಖರೀದಿಸಿ ನಿಗಮದ ನಿಯಮಾನುಸಾರ ಅರ್ಜಿ ಸಲ್ಲಿಸಿದ ಫಲಾನುಭವಿಗಳಿಗೆ ಮಂಜೂರು ಮಾಡಲಾಗುವುದು. bbox=[75, 1425, 298, 1561]
paragraph: ಜಿಲ್ಲಾ ಪೊಲೀಸ್ ವರಿಷ್ಠಾಧಿಕಾರಿಗಳ ದೂರಿನ ಆಧಾರದ ಮೇಲೆ ಜೂನ್ 26ರಂದು ಜಿಲ್ಲಾ ಆರೋಗ್ಯ ಮತ್ತು ಕುಟುಂಬ ಕಲ್ಯಾಣ ಅಧಿಕಾರಿ ಡಾ. ಡಿ.ಎನ್. ಮಂಜುನಾಥ್, ಜಿಲ್ಲಾ ತಪಾಸಣಾ ಮತ್ತು ಸಮಿತಿ ಸದಸ್ಯರು ಓಂಕಾರ್ ಆಸ್ಪತ್ರೆಗೆ ಭೇಟಿ ನೀಡಿದಾಗ ಪಿಸಿ ಅಂಡ್ ಪಿಎನ್ ಡಿಟಿ ಕಾಯ್ದೆ ಉಲ್ಲಂಘನೆ ಆಗಿರುವುದನ್ನು ಪರಿಶೀಲಿಸಿ ಸ್ಕ್ಯಾನಿಂಗ್ ಯಂತ್ರವನ್ನು ಸೀಜ್ ಮಾಡಲಾಯಿತು. bbox=[797, 902, 1271, 1121]
paragraph: ರೈತರು ಹೆಚ್ಚಿನ ಮಾಹಿತಿಗಾಗಿ ತಾಲ್ಲೂಕು ಹಿರಿಯ ಸಹಾಯಕ ತೋಟಗಾರಿಕೆ ನಿರ್ದೇಶಕರನ್ನು ಮೊ.ಸಂ. ತುಮಕೂರು-9448253277 / 9538617871, ಗುಬ್ಬಿ-9535781963 / 7259243329, ಕುಣಿಗಲ್-9342959690 / 9980073909, ತಿಪಟೂರು-9845014293 /99647 91910, ಚಿಕ್ಕನಾಯಕನಹಳ್ಳಿ- 96860 56705 / 9538272964, ಮಧುಗಿರಿ-9916378199 / 8095513992, ತುರುವೇಕೆರೆ-9448416334 / 9844174972, ಕೊರಟಗೆರೆ-9448001644 / 9480243429, ಪಾವಗಡ-9448448970 / 9886736664ನ್ನು ಸಂಪರ್ಕಿಸಬಹುದಾಗಿದೆ. bbox=[308, 747, 532, 1004]
person-figure bbox=[206, 1897, 252, 2113]
paragraph: ಹೆಚ್ಚಿನ ಮಾಹಿತಿಗಾಗಿ ಮೊ.ಸಂ.9241482541, 8884554510, 91138 80324ನ್ನು ಸಂಪರ್ಕಿಸಬಹುದೆಂದು ಬೆಂಗಳೂರು ಶಾಖೆ ರುಡ್‌ಸೆಟ್ ಸಂಸ್ಥೆಯ ನಿರ್ದೇಶಕ ರವಿಕುಮಾರ್ ತಿಳಿಸಿದ್ದಾರೆ. bbox=[541, 1239, 791, 1314]
person-figure bbox=[564, 1867, 611, 2113]
